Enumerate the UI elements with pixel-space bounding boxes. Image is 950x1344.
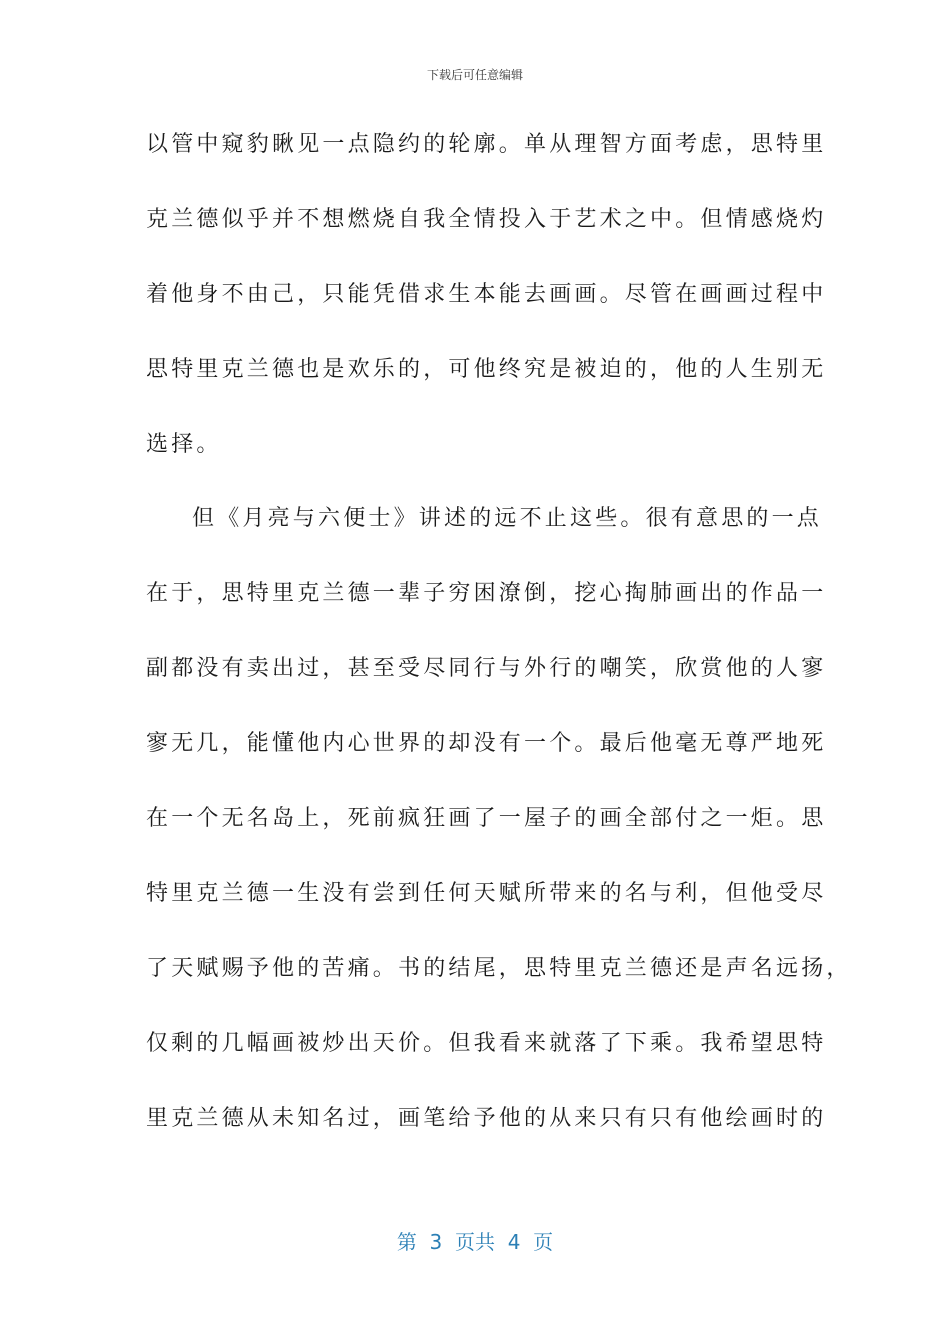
text-line: 克兰德似乎并不想燃烧自我全情投入于艺术之中。但情感烧灼 — [146, 206, 827, 232]
text-line: 在一个无名岛上，死前疯狂画了一屋子的画全部付之一炬。思 — [146, 806, 827, 832]
page-number-footer: 第 3 页共 4 页 — [396, 1230, 554, 1254]
text-line: 寥无几，能懂他内心世界的却没有一个。最后他毫无尊严地死 — [146, 731, 827, 757]
text-line: 在于，思特里克兰德一辈子穷困潦倒，挖心掏肺画出的作品一 — [146, 581, 827, 607]
text-line: 仅剩的几幅画被炒出天价。但我看来就落了下乘。我希望思特 — [146, 1030, 827, 1056]
document-body — [146, 120, 852, 1168]
text-line: 里克兰德从未知名过，画笔给予他的从来只有只有他绘画时的 — [146, 1105, 827, 1131]
page-header: 下载后可任意编辑 — [426, 68, 523, 82]
paragraph-start-line: 但《月亮与六便士》讲述的远不止这些。很有意思的一点 — [192, 506, 823, 532]
text-line: 以管中窥豹瞅见一点隐约的轮廓。单从理智方面考虑，思特里 — [146, 132, 827, 157]
text-line: 副都没有卖出过，甚至受尽同行与外行的嘲笑，欣赏他的人寥 — [146, 656, 827, 682]
text-line: 思特里克兰德也是欢乐的，可他终究是被迫的，他的人生别无 — [146, 356, 827, 382]
text-line: 了天赋赐予他的苦痛。书的结尾，思特里克兰德还是声名远扬， — [146, 955, 852, 981]
text-line: 着他身不由己，只能凭借求生本能去画画。尽管在画画过程中 — [146, 281, 827, 307]
text-line: 特里克兰德一生没有尝到任何天赋所带来的名与利，但他受尽 — [146, 880, 827, 906]
text-line: 选择。 — [146, 431, 222, 457]
